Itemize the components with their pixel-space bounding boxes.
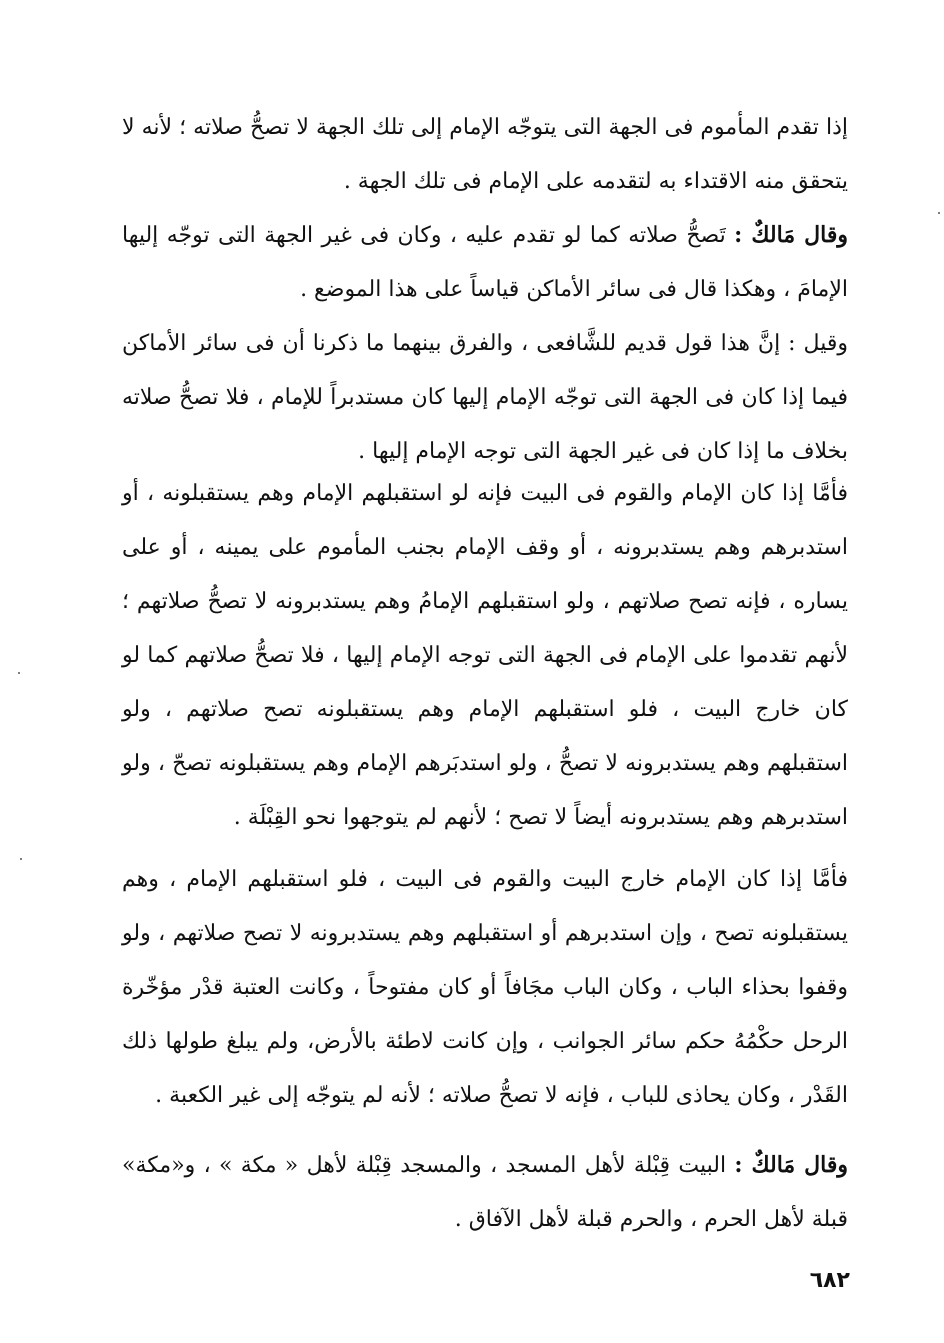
paragraph-1-text: إذا تقدم المأموم فى الجهة التى يتوجّه الإمام إلى تلك الجهة لا تصحُّ صلاته ؛ لأنه لا يتحقق منه الاقتداء به لتقدمه على الإمام فى تلك الجهة . — [122, 115, 848, 194]
scan-speck — [938, 212, 940, 214]
scan-speck — [20, 858, 22, 860]
paragraph-6-lead: وقال مَالكٌ : — [734, 1152, 849, 1178]
paragraph-2-lead: وقال مَالكٌ : — [734, 222, 848, 248]
paragraph-5-text: فأمَّا إذا كان الإمام خارج البيت والقوم فى البيت ، فلو استقبلهم الإمام ، وهم يستقبلونه تصح ، وإن استدبرهم أو استقبلهم وهم يستدبرونه لا تصح صلاتهم ، ولو وقفوا بحذاء الباب ، وكان الباب مجَافاً أو كان مفتوحاً ، وكانت العتبة قدْر مؤخّرة الرحل حكْمُهُ حكم سائر الجوانب ، وإن كانت لاطئة بالأرض، ولم يبلغ طولها ذلك القَدْر ، وكان يحاذى للباب ، فإنه لا تصحُّ صلاته ؛ لأنه لم يتوجّه إلى غير الكعبة . — [122, 867, 848, 1108]
paragraph-4 — [122, 466, 848, 845]
paragraph-1 — [122, 100, 848, 209]
paragraph-2 — [122, 208, 848, 317]
paragraph-2-text: تَصحُّ صلاته كما لو تقدم عليه ، وكان فى غير الجهة التى توجّه إليها الإمامَ ، وهكذا قال فى سائر الأماكن قياساً على هذا الموضع . — [122, 223, 848, 302]
page-number: ٦٨٢ — [809, 1268, 850, 1293]
paragraph-5 — [122, 852, 848, 1123]
paragraph-3 — [122, 316, 848, 479]
paragraph-6-text: البيت قِبْلة لأهل المسجد ، والمسجد قِبْلة لأهل « مكة » ، و«مكة» قبلة لأهل الحرم ، والحرم قبلة لأهل الآفاق . — [122, 1153, 848, 1232]
paragraph-6 — [122, 1138, 848, 1247]
paragraph-4-text: فأمَّا إذا كان الإمام والقوم فى البيت فإنه لو استقبلهم الإمام وهم يستقبلونه ، أو استدبرهم وهم يستدبرونه ، أو وقف الإمام بجنب المأموم على يمينه ، أو على يساره ، فإنه تصح صلاتهم ، ولو استقبلهم الإمامُ وهم يستدبرونه لا تصحُّ صلاتهم ؛ لأنهم تقدموا على الإمام فى الجهة التى توجه الإمام إليها ، فلا تصحُّ صلاتهم كما لو كان خارج البيت ، فلو استقبلهم الإمام وهم يستقبلونه تصح صلاتهم ، ولو استقبلهم وهم يستدبرونه لا تصحُّ ، ولو استدبَرهم الإمام وهم يستقبلونه تصحّ ، ولو استدبرهم وهم يستدبرونه أيضاً لا تصح ؛ لأنهم لم يتوجهوا نحو القِبْلَة . — [122, 481, 848, 830]
paragraph-3-text: وقيل : إنَّ هذا قول قديم للشَّافعى ، والفرق بينهما ما ذكرنا أن فى سائر الأماكن فيما إذا كان فى الجهة التى توجّه الإمام إليها كان مستدبراً للإمام ، فلا تصحُّ صلاته بخلاف ما إذا كان فى غير الجهة التى توجه الإمام إليها . — [122, 331, 848, 464]
scan-speck — [18, 672, 20, 674]
